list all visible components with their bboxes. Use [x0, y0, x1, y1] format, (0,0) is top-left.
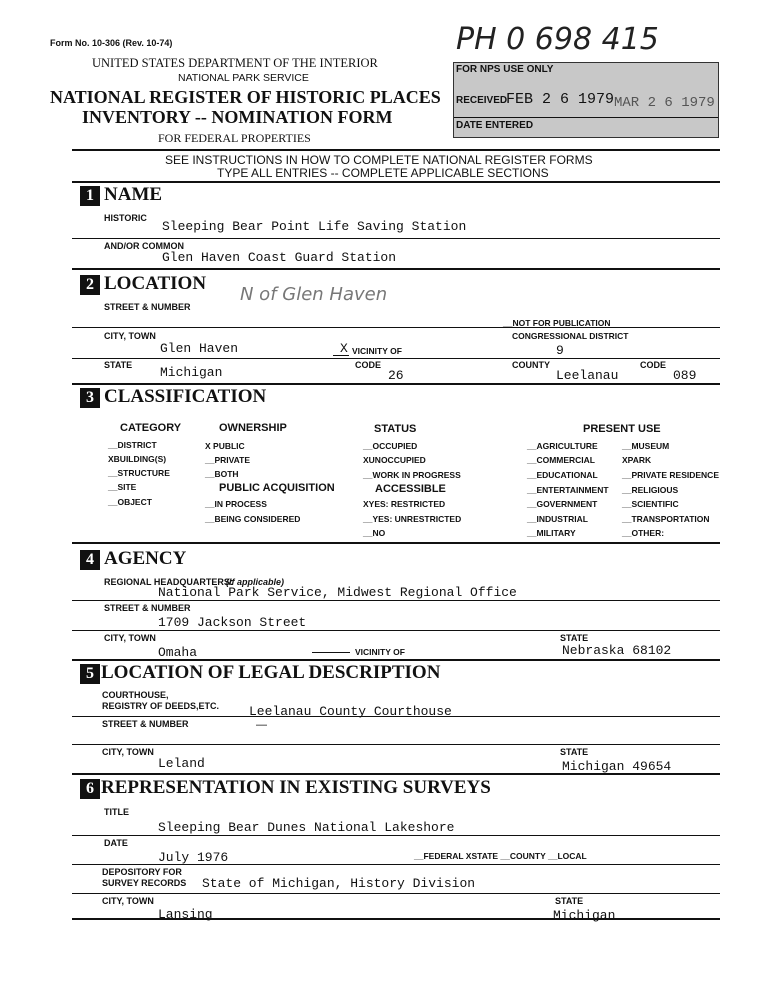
- state-value: Michigan: [553, 908, 616, 923]
- city-value: Glen Haven: [160, 341, 239, 356]
- date-entered-label: DATE ENTERED: [456, 120, 534, 131]
- form-title-line2: INVENTORY -- NOMINATION FORM: [82, 107, 393, 127]
- county-label: COUNTY: [512, 360, 550, 370]
- street-value: —: [256, 719, 267, 731]
- city-label: CITY, TOWN: [102, 747, 154, 757]
- instructions-line1: SEE INSTRUCTIONS IN HOW TO COMPLETE NATIONAL REGISTER FORMS: [165, 153, 593, 167]
- depository-label1: DEPOSITORY FOR: [102, 867, 182, 877]
- section-number-3: 3: [80, 388, 100, 408]
- state-label: STATE: [104, 360, 133, 370]
- ownership-heading: OWNERSHIP: [219, 422, 287, 434]
- courthouse-value: Leelanau County Courthouse: [249, 704, 452, 719]
- vicinity-label: VICINITY OF: [352, 346, 402, 356]
- category-option: XBUILDING(S): [108, 454, 167, 464]
- date-label: DATE: [104, 838, 128, 848]
- form-title-line1: NATIONAL REGISTER OF HISTORIC PLACES: [50, 87, 441, 107]
- section-number-4: 4: [80, 550, 100, 570]
- handwritten-note: N of Glen Haven: [240, 284, 388, 305]
- code-value: 26: [388, 368, 404, 383]
- vicinity-label: VICINITY OF: [355, 647, 405, 657]
- section-title-classification: CLASSIFICATION: [104, 386, 267, 407]
- hq-label: REGIONAL HEADQUARTERS:: [104, 577, 233, 587]
- category-option: __SITE: [108, 482, 137, 492]
- received-stamp-2: MAR 2 6 1979: [614, 95, 715, 111]
- status-heading: STATUS: [374, 423, 417, 435]
- ownership-option: __PRIVATE: [205, 455, 251, 465]
- agency-line1: UNITED STATES DEPARTMENT OF THE INTERIOR: [92, 56, 378, 70]
- present-use-option: __PRIVATE RESIDENCE: [622, 470, 719, 480]
- section-title-surveys: REPRESENTATION IN EXISTING SURVEYS: [101, 777, 491, 798]
- code2-value: 089: [673, 368, 697, 383]
- historic-label: HISTORIC: [104, 213, 147, 223]
- received-stamp: FEB 2 6 1979: [506, 91, 615, 108]
- cong-district-value: 9: [556, 343, 564, 358]
- survey-title: Sleeping Bear Dunes National Lakeshore: [158, 820, 455, 835]
- street-label: STREET & NUMBER: [102, 719, 189, 729]
- city-value: Lansing: [158, 907, 213, 922]
- code-label: CODE: [355, 360, 382, 370]
- present-use-option: __MILITARY: [527, 528, 576, 538]
- not-for-publication: __NOT FOR PUBLICATION: [503, 318, 611, 328]
- county-value: Leelanau: [556, 368, 619, 383]
- ownership-option: X PUBLIC: [205, 441, 245, 451]
- city-label: CITY, TOWN: [104, 633, 156, 643]
- status-option: XUNOCCUPIED: [363, 455, 426, 465]
- city-label: CITY, TOWN: [102, 896, 154, 906]
- status-option: __WORK IN PROGRESS: [363, 470, 461, 480]
- survey-date: July 1976: [158, 850, 229, 865]
- section-number-5: 5: [80, 664, 100, 684]
- category-heading: CATEGORY: [120, 422, 182, 434]
- city-label: CITY, TOWN: [104, 331, 156, 341]
- present-use-option: __EDUCATIONAL: [527, 470, 598, 480]
- city-value: Leland: [158, 756, 205, 771]
- accessible-option: XYES: RESTRICTED: [363, 499, 446, 509]
- street-label: STREET & NUMBER: [104, 302, 191, 312]
- hq-value: National Park Service, Midwest Regional Office: [158, 585, 517, 600]
- agency-line2: NATIONAL PARK SERVICE: [178, 72, 309, 84]
- common-label: AND/OR COMMON: [104, 241, 184, 251]
- present-use-heading: PRESENT USE: [583, 423, 661, 435]
- street-label: STREET & NUMBER: [104, 603, 191, 613]
- survey-levels: __FEDERAL XSTATE __COUNTY __LOCAL: [414, 851, 587, 861]
- street-value: 1709 Jackson Street: [158, 615, 307, 630]
- cong-district-label: CONGRESSIONAL DISTRICT: [512, 331, 629, 341]
- code2-label: CODE: [640, 360, 667, 370]
- handwritten-id: PH 0 698 415: [456, 22, 659, 57]
- present-use-option: __AGRICULTURE: [527, 441, 598, 451]
- section-title-name: NAME: [104, 184, 163, 205]
- present-use-option: __MUSEUM: [622, 441, 670, 451]
- depository-label2: SURVEY RECORDS: [102, 878, 187, 888]
- state-value: Nebraska 68102: [562, 643, 672, 658]
- accessible-option: __YES: UNRESTRICTED: [363, 514, 462, 524]
- instructions-line2: TYPE ALL ENTRIES -- COMPLETE APPLICABLE SECTIONS: [217, 166, 549, 180]
- section-title-agency: AGENCY: [104, 548, 187, 569]
- public-acquisition-option: __BEING CONSIDERED: [205, 514, 301, 524]
- category-option: __DISTRICT: [108, 440, 157, 450]
- public-acquisition-heading: PUBLIC ACQUISITION: [219, 482, 335, 494]
- state-label: STATE: [555, 896, 584, 906]
- section-number-6: 6: [80, 779, 100, 799]
- section-title-location: LOCATION: [104, 273, 207, 294]
- present-use-option: __SCIENTIFIC: [622, 499, 679, 509]
- present-use-option: __TRANSPORTATION: [622, 514, 710, 524]
- hq-note: (If applicable): [226, 577, 285, 587]
- title-label: TITLE: [104, 807, 129, 817]
- depository-value: State of Michigan, History Division: [202, 876, 476, 891]
- accessible-heading: ACCESSIBLE: [375, 483, 446, 495]
- nps-use-box: [453, 62, 719, 138]
- ownership-option: __BOTH: [205, 469, 239, 479]
- state-label: STATE: [560, 747, 589, 757]
- vicinity-mark: X: [340, 341, 348, 356]
- registry-label: REGISTRY OF DEEDS,ETC.: [102, 701, 220, 711]
- form-title-line3: FOR FEDERAL PROPERTIES: [158, 131, 311, 145]
- public-acquisition-option: __IN PROCESS: [205, 499, 267, 509]
- accessible-option: __NO: [363, 528, 386, 538]
- present-use-option: __OTHER:: [622, 528, 665, 538]
- present-use-option: __RELIGIOUS: [622, 485, 679, 495]
- nps-label: FOR NPS USE ONLY: [456, 64, 554, 75]
- section-number-1: 1: [80, 186, 100, 206]
- state-label: STATE: [560, 633, 589, 643]
- common-name: Glen Haven Coast Guard Station: [162, 250, 397, 265]
- state-value: Michigan: [160, 365, 223, 380]
- present-use-option: __ENTERTAINMENT: [527, 485, 609, 495]
- category-option: __OBJECT: [108, 497, 152, 507]
- state-value: Michigan 49654: [562, 759, 672, 774]
- courthouse-label: COURTHOUSE,: [102, 690, 169, 700]
- present-use-option: __COMMERCIAL: [527, 455, 596, 465]
- section-title-legal-description: LOCATION OF LEGAL DESCRIPTION: [101, 662, 441, 683]
- received-label: RECEIVED: [456, 95, 508, 106]
- present-use-option: __INDUSTRIAL: [527, 514, 588, 524]
- section-number-2: 2: [80, 275, 100, 295]
- form-number: Form No. 10-306 (Rev. 10-74): [50, 38, 173, 48]
- present-use-option: __GOVERNMENT: [527, 499, 598, 509]
- city-value: Omaha: [158, 645, 198, 660]
- status-option: __OCCUPIED: [363, 441, 418, 451]
- present-use-option: XPARK: [622, 455, 652, 465]
- historic-name: Sleeping Bear Point Life Saving Station: [162, 219, 467, 234]
- category-option: __STRUCTURE: [108, 468, 170, 478]
